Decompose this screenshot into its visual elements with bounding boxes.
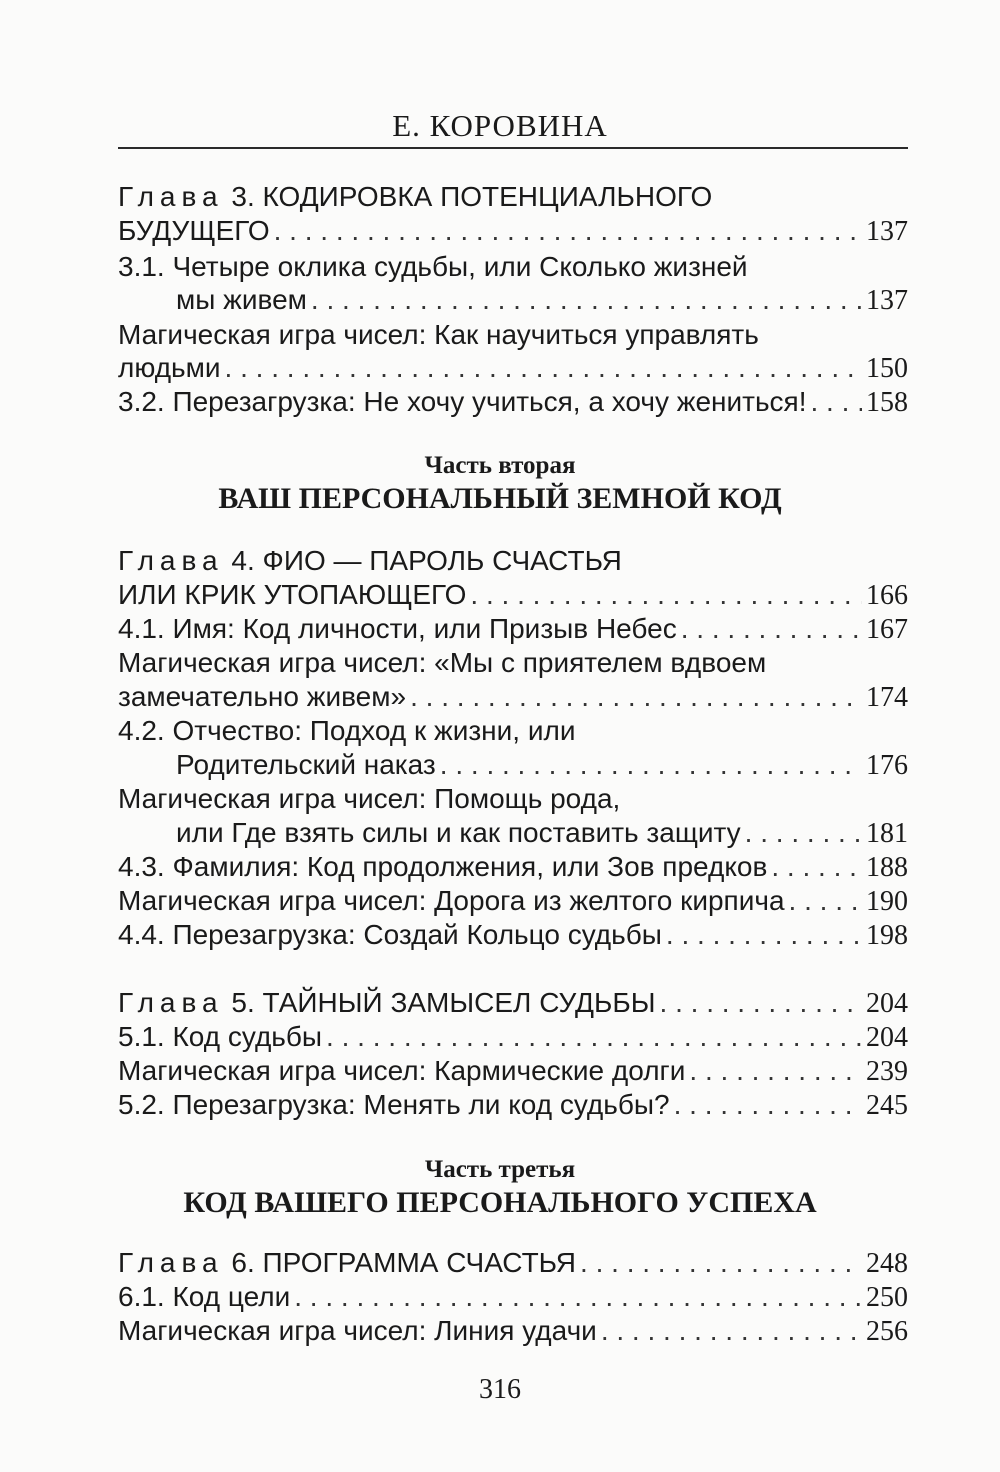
section-title: 4.4. Перезагрузка: Создай Кольцо судьбы <box>118 919 662 950</box>
part-3-title: КОД ВАШЕГО ПЕРСОНАЛЬНОГО УСПЕХА <box>183 1186 817 1219</box>
page-ref: 176 <box>866 750 908 781</box>
section-title: 6.1. Код цели <box>118 1281 291 1312</box>
page-ref: 239 <box>866 1056 908 1087</box>
magic-game-4a-line1: Магическая игра чисел: «Мы с приятелем вдвоем <box>118 647 767 678</box>
page-ref: 174 <box>866 682 908 713</box>
section-3-1-line1: 3.1. Четыре оклика судьбы, или Сколько жизней <box>118 251 748 282</box>
part-2-title: ВАШ ПЕРСОНАЛЬНЫЙ ЗЕМНОЙ КОД <box>218 482 782 515</box>
running-header: Е. КОРОВИНА <box>392 108 608 143</box>
page-ref: 181 <box>866 818 908 849</box>
chapter-prefix: Глава <box>118 181 224 212</box>
chapter-prefix: Глава <box>118 1247 224 1278</box>
table-of-contents-part3 <box>118 0 908 1472</box>
section-title: 5.2. Перезагрузка: Менять ли код судьбы? <box>118 1089 670 1120</box>
page-ref: 250 <box>866 1282 908 1313</box>
section-title: Магическая игра чисел: Дорога из желтого кирпича <box>118 885 785 916</box>
page-ref: 248 <box>866 1248 908 1279</box>
part-3-label: Часть третья <box>424 1156 576 1183</box>
page-ref: 188 <box>866 852 908 883</box>
dot-leader <box>294 1280 862 1314</box>
chapter-title: 5. ТАЙНЫЙ ЗАМЫСЕЛ СУДЬБЫ <box>223 987 656 1018</box>
page-number: 316 <box>479 1374 521 1405</box>
page-ref: 204 <box>866 988 908 1019</box>
section-title: 3.2. Перезагрузка: Не хочу учиться, а хочу жениться! <box>118 386 807 417</box>
chapter-title: 6. ПРОГРАММА СЧАСТЬЯ <box>223 1247 577 1278</box>
part-2-label: Часть вторая <box>424 452 576 479</box>
section-title-cont: замечательно живем» <box>118 681 407 712</box>
chapter-title: 4. ФИО — ПАРОЛЬ СЧАСТЬЯ <box>223 545 622 576</box>
section-title-cont: Родительский наказ <box>176 749 436 780</box>
page-ref: 137 <box>866 216 908 247</box>
section-title-cont: или Где взять силы и как поставить защиту <box>176 817 741 848</box>
page-ref: 198 <box>866 920 908 951</box>
chapter-title-cont: ИЛИ КРИК УТОПАЮЩЕГО <box>118 579 467 610</box>
page-ref: 190 <box>866 886 908 917</box>
chapter-title: 3. КОДИРОВКА ПОТЕНЦИАЛЬНОГО <box>223 181 713 212</box>
section-title: Магическая игра чисел: Линия удачи <box>118 1315 597 1346</box>
page-ref: 150 <box>866 353 908 384</box>
section-6-1-entry[interactable] <box>118 1280 908 1314</box>
magic-game-3-line1: Магическая игра чисел: Как научиться управлять <box>118 319 759 350</box>
section-4-2-line1: 4.2. Отчество: Подход к жизни, или <box>118 715 576 746</box>
page-ref: 256 <box>866 1316 908 1347</box>
section-title-cont: людьми <box>118 352 221 383</box>
section-title: Магическая игра чисел: Кармические долги <box>118 1055 686 1086</box>
section-title: 4.1. Имя: Код личности, или Призыв Небес <box>118 613 677 644</box>
page-ref: 245 <box>866 1090 908 1121</box>
section-title: 5.1. Код судьбы <box>118 1021 323 1052</box>
chapter-6-entry[interactable] <box>118 1246 908 1280</box>
dot-leader <box>580 1246 862 1280</box>
page-ref: 204 <box>866 1022 908 1053</box>
page-ref: 167 <box>866 614 908 645</box>
page-ref: 166 <box>866 580 908 611</box>
magic-game-6-entry[interactable] <box>118 1314 908 1348</box>
chapter-prefix: Глава <box>118 987 224 1018</box>
dot-leader <box>601 1314 862 1348</box>
section-title-cont: мы живем <box>176 284 307 315</box>
chapter-title-cont: БУДУЩЕГО <box>118 215 270 246</box>
page-ref: 158 <box>866 387 908 418</box>
page-ref: 137 <box>866 285 908 316</box>
chapter-prefix: Глава <box>118 545 224 576</box>
magic-game-4b-line1: Магическая игра чисел: Помощь рода, <box>118 783 621 814</box>
section-title: 4.3. Фамилия: Код продолжения, или Зов предков <box>118 851 768 882</box>
